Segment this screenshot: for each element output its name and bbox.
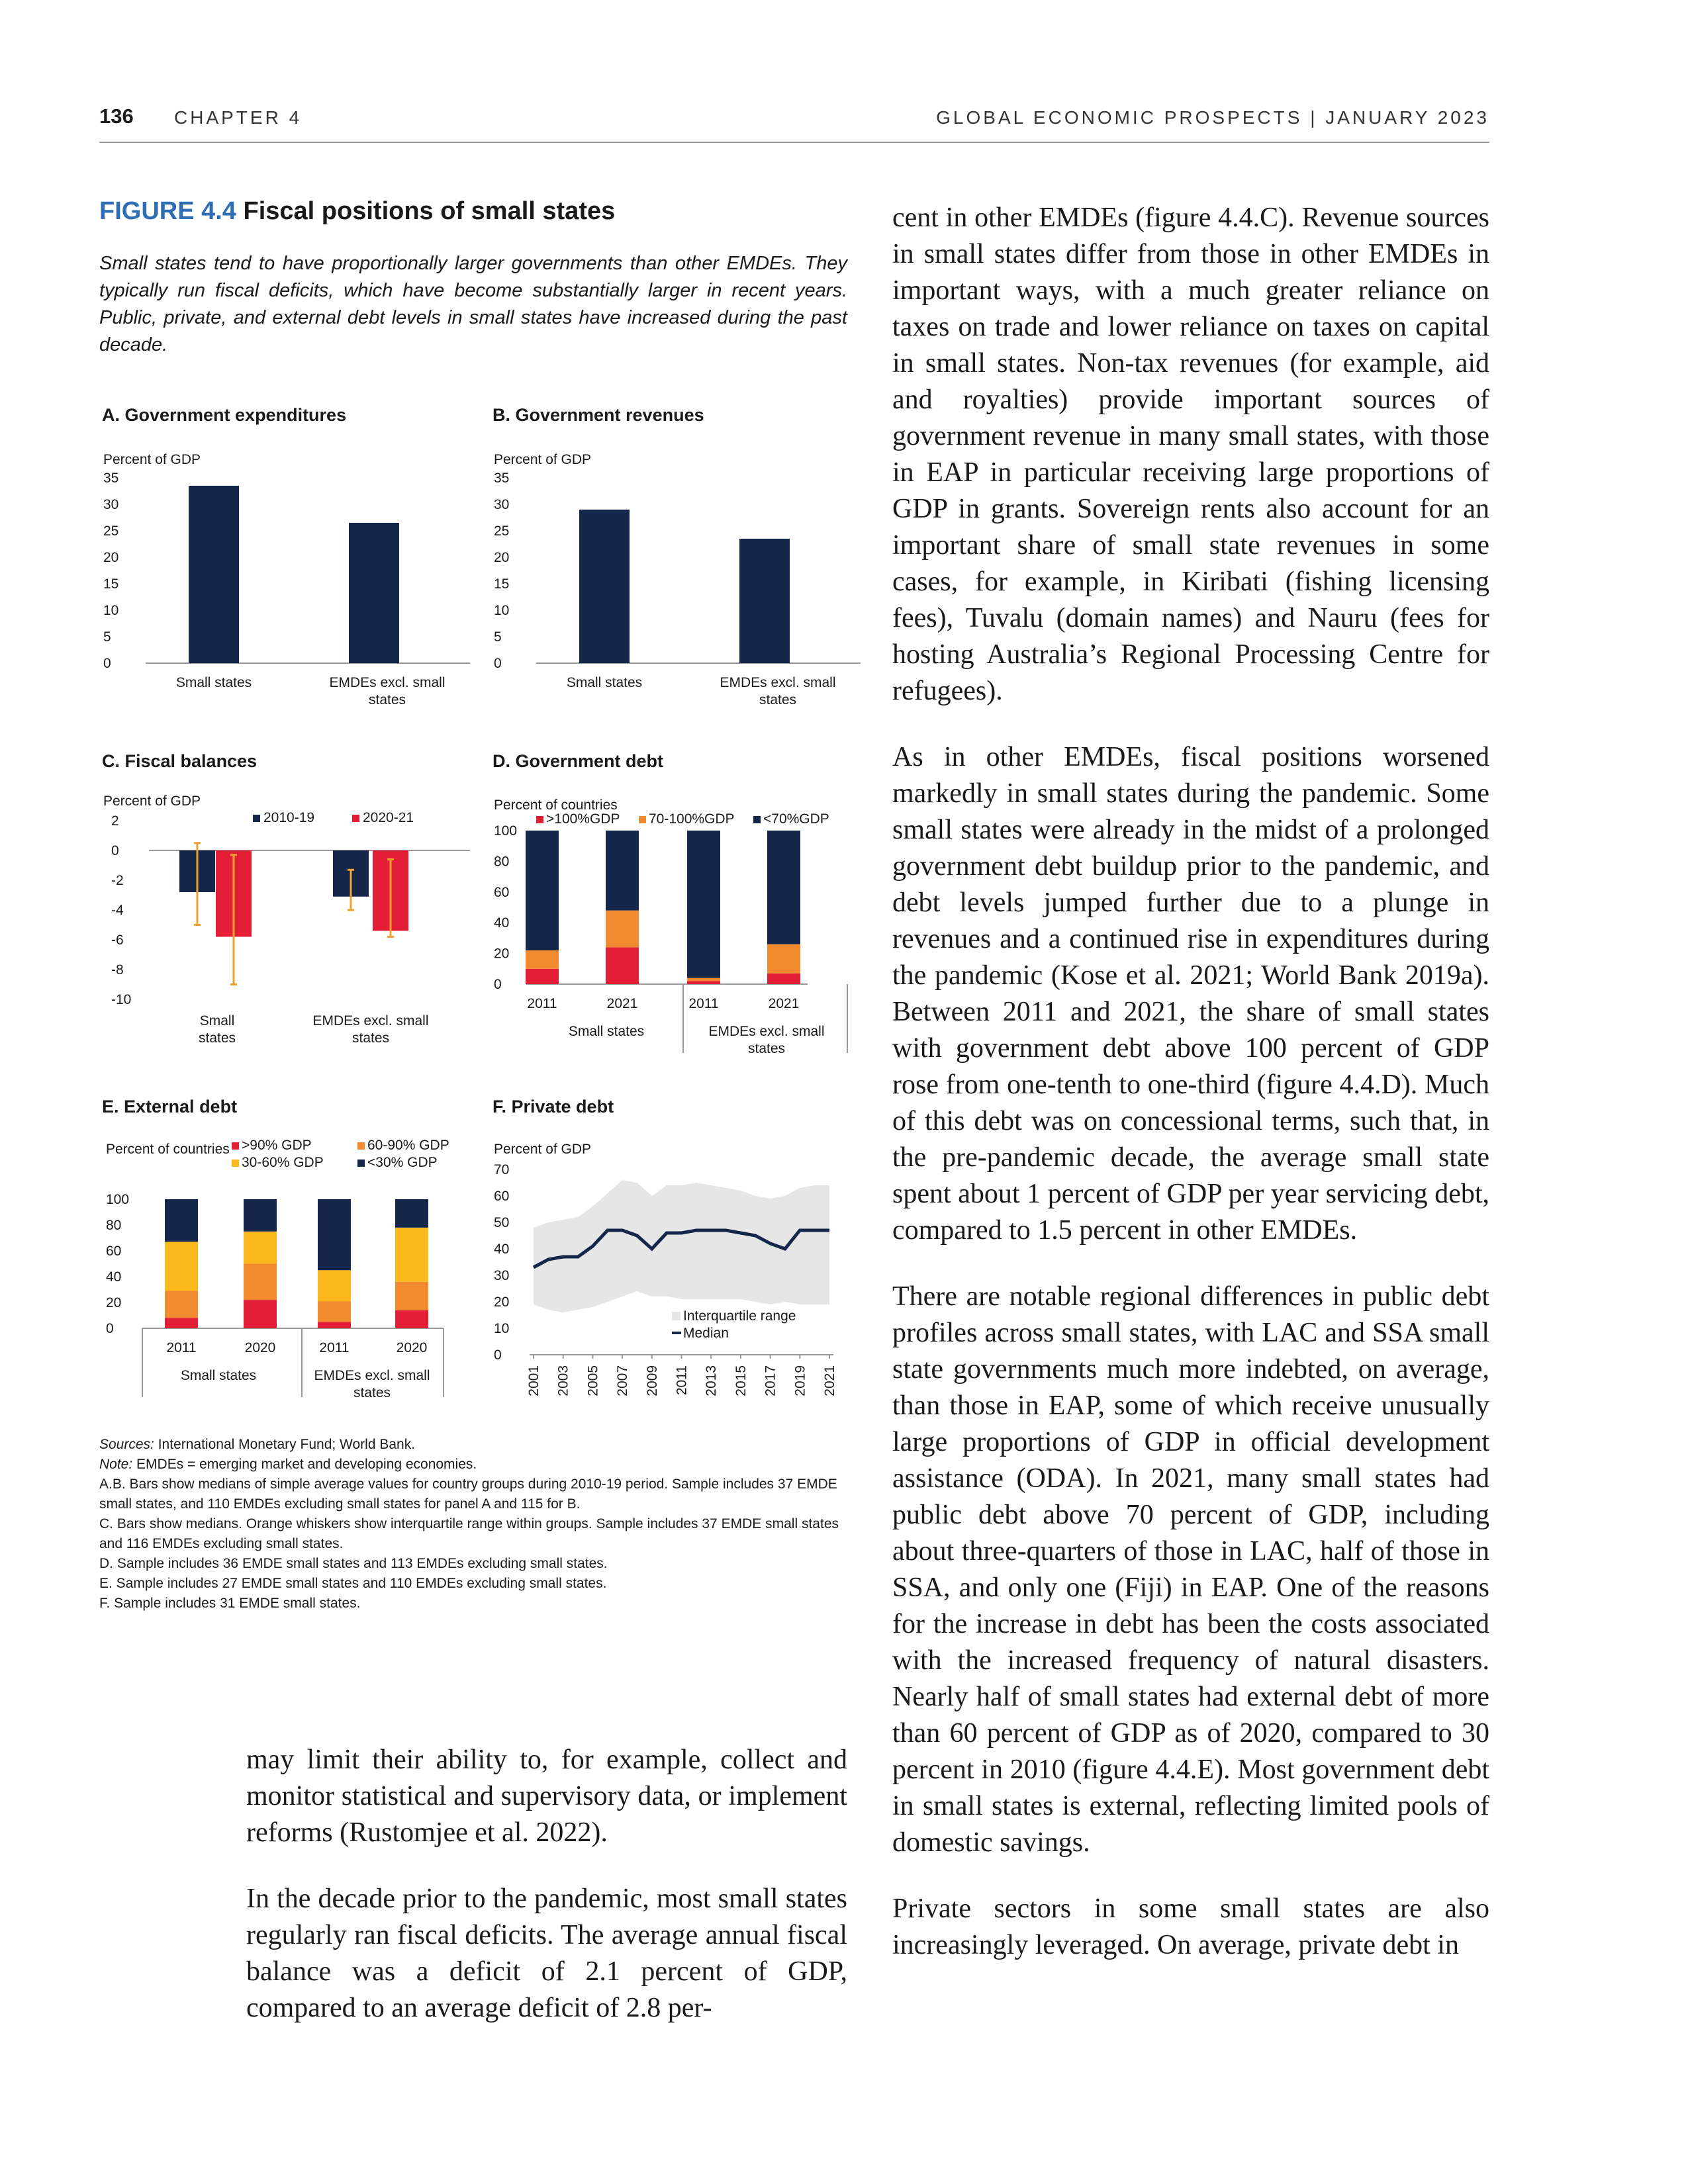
legend-label: <30% GDP	[367, 1155, 438, 1170]
figure-title	[99, 197, 615, 226]
y-tick-label: 25	[103, 523, 119, 539]
chart-svg	[490, 1097, 880, 1428]
legend-swatch	[639, 816, 646, 823]
y-tick-label: -6	[111, 933, 124, 948]
y-tick-label: 5	[103, 629, 111, 645]
note-line: A.B. Bars show medians of simple average values for country groups during 2010-19 period. Sample includes 37 EMDE small states, and 110 EMDEs excluding small states for panel A and 115 for B.	[99, 1477, 837, 1512]
y-tick-label: 10	[103, 603, 119, 618]
legend-swatch	[753, 816, 761, 823]
note-line: C. Bars show medians. Orange whiskers show interquartile range within groups. Sample includes 37 EMDE small states and 116 EMDEs excluding small states.	[99, 1516, 839, 1551]
bar	[349, 523, 399, 663]
y-tick-label: 20	[106, 1295, 122, 1310]
page-number: 136	[99, 105, 134, 128]
x-tick-label: 2011	[527, 996, 557, 1011]
bar-segment	[687, 831, 720, 978]
y-tick-label: 20	[494, 946, 510, 962]
y-tick-label: 0	[494, 1347, 502, 1363]
y-tick-label: 0	[494, 977, 502, 992]
legend-swatch	[536, 816, 543, 823]
running-header: GLOBAL ECONOMIC PROSPECTS | JANUARY 2023	[936, 107, 1489, 128]
legend-label: >90% GDP	[242, 1138, 312, 1153]
y-tick-label: 20	[494, 1295, 510, 1310]
bar-segment	[244, 1199, 277, 1232]
y-tick-label: 20	[103, 550, 119, 565]
figure-label: FIGURE 4.4	[99, 197, 236, 225]
legend-swatch	[232, 1160, 239, 1167]
y-tick-label: 0	[494, 656, 502, 671]
y-tick-label: 20	[494, 550, 510, 565]
body-column-left	[246, 1742, 847, 2056]
y-tick-label: 10	[494, 603, 510, 618]
figure-subtitle: Small states tend to have proportionally larger governments than other EMDEs. They typically run fiscal deficits, which have become substantially larger in recent years. Public, private, and external debt levels in small states have increased during the past decade.	[99, 253, 847, 355]
panel-title: F. Private debt	[492, 1097, 614, 1116]
legend-label: 30-60% GDP	[242, 1155, 324, 1170]
y-axis-label: Percent of GDP	[494, 1142, 592, 1157]
x-category-label: EMDEs excl. small states	[312, 1013, 429, 1046]
y-tick-label: -4	[111, 903, 124, 918]
y-tick-label: 80	[106, 1218, 122, 1233]
bar	[579, 510, 630, 663]
bar-segment	[395, 1282, 428, 1310]
panel-fiscal-balances	[99, 751, 490, 1082]
panel-title: A. Government expenditures	[102, 405, 347, 425]
y-tick-label: 50	[494, 1215, 510, 1230]
legend-label: <70%GDP	[763, 811, 829, 827]
y-tick-label: -8	[111, 962, 124, 978]
x-tick-label: 2001	[526, 1365, 541, 1396]
x-category-label: Small states	[198, 1013, 236, 1046]
panel-external-debt	[99, 1097, 490, 1428]
sources-label: Sources:	[99, 1437, 154, 1452]
y-tick-label: 25	[494, 523, 510, 539]
paragraph: In the decade prior to the pandemic, most small states regularly ran fiscal deficits. The average annual fiscal balance was a deficit of 2.1 percent of GDP, compared to an average deficit of 2.8 per-	[246, 1884, 847, 2023]
bar-segment	[606, 947, 639, 984]
y-tick-label: 0	[103, 656, 111, 671]
x-tick-label: 2021	[606, 996, 638, 1011]
bar-segment	[165, 1291, 198, 1318]
bar	[189, 486, 239, 663]
bar-segment	[318, 1270, 351, 1301]
figure-title-text: Fiscal positions of small states	[243, 197, 616, 225]
y-tick-label: 15	[103, 576, 119, 592]
legend-label: 60-90% GDP	[367, 1138, 449, 1153]
y-axis-label: Percent of countries	[494, 797, 618, 813]
legend-swatch	[232, 1142, 239, 1150]
x-tick-label: 2021	[768, 996, 800, 1011]
bar-segment	[244, 1300, 277, 1328]
chart-svg	[99, 1097, 490, 1428]
y-axis-label: Percent of GDP	[103, 794, 201, 809]
y-tick-label: 5	[494, 629, 502, 645]
paragraph: As in other EMDEs, fiscal positions worsened markedly in small states during the pandemic. Some small states were already in the midst of a prolonged government debt buildup prior to the pandemic, and debt levels jumped further due to a plunge in revenues and a continued rise in expenditures during the pandemic (Kose et al. 2021; World Bank 2019a). Between 2011 and 2021, the share of small states with government debt above 100 percent of GDP rose from one-tenth to one-third (figure 4.4.D). Much of this debt was on concessional terms, such that, in the pre-pandemic decade, the average small state spent about 1 percent of GDP per year servicing debt, compared to 1.5 percent in other EMDEs.	[892, 742, 1489, 1246]
y-axis-label: Percent of countries	[106, 1142, 230, 1157]
chart-svg	[490, 751, 880, 1082]
x-tick-label: 2011	[688, 996, 719, 1011]
legend-swatch	[253, 815, 260, 822]
y-axis-label: Percent of GDP	[494, 452, 592, 467]
bar-segment	[767, 831, 800, 944]
body-column-right	[892, 200, 1489, 1993]
legend-swatch	[357, 1142, 365, 1150]
x-category-label: Small states	[568, 1024, 645, 1039]
y-tick-label: 30	[494, 497, 510, 512]
legend-label: 70-100%GDP	[649, 811, 735, 827]
y-tick-label: 40	[494, 915, 510, 931]
bar-segment	[606, 911, 639, 948]
legend-swatch	[672, 1312, 680, 1320]
bar-segment	[767, 944, 800, 974]
x-tick-label: 2020	[244, 1340, 276, 1355]
bar-segment	[165, 1242, 198, 1291]
note-text: EMDEs = emerging market and developing economies.	[136, 1457, 477, 1472]
page-header	[99, 105, 1489, 143]
x-tick-label: 2017	[763, 1365, 778, 1396]
chart-svg	[99, 751, 490, 1082]
bar-segment	[526, 831, 559, 950]
note-label: Note:	[99, 1457, 133, 1472]
y-tick-label: 80	[494, 854, 510, 870]
y-tick-label: 10	[494, 1321, 510, 1336]
y-tick-label: 70	[494, 1162, 510, 1177]
bar-segment	[244, 1232, 277, 1264]
y-tick-label: 60	[106, 1244, 122, 1259]
x-tick-label: 2009	[644, 1365, 660, 1396]
note-line	[99, 1455, 847, 1475]
panel-private-debt	[490, 1097, 880, 1428]
y-tick-label: 2	[111, 813, 119, 829]
x-tick-label: 2007	[615, 1365, 631, 1396]
x-category-label: Small states	[566, 675, 643, 690]
x-category-label: EMDEs excl. small states	[720, 675, 836, 707]
chapter-label: CHAPTER 4	[174, 107, 303, 128]
legend-label: 2010-19	[263, 810, 315, 825]
paragraph: Private sectors in some small states are also increasingly leveraged. On average, private debt in	[892, 1893, 1489, 1960]
panel-title: B. Government revenues	[492, 405, 704, 425]
bar-segment	[318, 1322, 351, 1328]
sources-text: International Monetary Fund; World Bank.	[158, 1437, 416, 1452]
bar-segment	[767, 974, 800, 984]
bar-segment	[395, 1228, 428, 1282]
bar-segment	[165, 1199, 198, 1242]
paragraph: may limit their ability to, for example, collect and monitor statistical and supervisory data, or implement reforms (Rustomjee et al. 2022).	[246, 1745, 847, 1848]
bar-segment	[395, 1199, 428, 1228]
note-line: E. Sample includes 27 EMDE small states and 110 EMDEs excluding small states.	[99, 1576, 607, 1591]
y-tick-label: 30	[494, 1268, 510, 1283]
x-tick-label: 2003	[555, 1365, 571, 1396]
panel-title: C. Fiscal balances	[102, 751, 258, 771]
x-category-label: EMDEs excl. small states	[314, 1368, 430, 1400]
y-tick-label: 60	[494, 884, 510, 900]
bar-segment	[165, 1318, 198, 1328]
y-tick-label: 40	[494, 1242, 510, 1257]
legend-label: 2020-21	[363, 810, 414, 825]
note-line: F. Sample includes 31 EMDE small states.	[99, 1596, 361, 1611]
figure-notes	[99, 1435, 847, 1614]
chart-svg	[99, 405, 490, 736]
x-category-label: EMDEs excl. small states	[329, 675, 445, 707]
note-line: D. Sample includes 36 EMDE small states and 113 EMDEs excluding small states.	[99, 1556, 608, 1571]
bar-segment	[687, 978, 720, 981]
panel-title: E. External debt	[102, 1097, 238, 1116]
paragraph: cent in other EMDEs (figure 4.4.C). Revenue sources in small states differ from those in other EMDEs in important ways, with a much greater reliance on taxes on trade and lower reliance on taxes on capital in small states. Non-tax revenues (for example, aid and royalties) provide important sources of government revenue in many small states, with those in EAP in particular receiving large proportions of GDP in grants. Sovereign rents also account for an important share of small state revenues in some cases, for example, in Kiribati (fishing licensing fees), Tuvalu (domain names) and Nauru (fees for hosting Australia’s Regional Processing Centre for refugees).	[892, 203, 1489, 706]
sources-line	[99, 1435, 847, 1455]
y-tick-label: 35	[103, 471, 119, 486]
bar-segment	[526, 969, 559, 984]
x-tick-label: 2011	[319, 1340, 350, 1355]
bar	[739, 539, 790, 663]
bar-segment	[395, 1310, 428, 1328]
y-tick-label: 100	[106, 1192, 130, 1207]
bar-segment	[687, 981, 720, 984]
x-category-label: EMDEs excl. small states	[708, 1024, 825, 1056]
paragraph: There are notable regional differences in public debt profiles across small states, with LAC and SSA small state governments much more indebted, on average, than those in EAP, some of which receive unusually large proportions of GDP in official development assistance (ODA). In 2021, many small states had public debt above 70 percent of GDP, including about three-quarters of those in LAC, half of those in SSA, and only one (Fiji) in EAP. One of the reasons for the increase in debt has been the costs associated with the increased frequency of natural disasters. Nearly half of small states had external debt of more than 60 percent of GDP as of 2020, compared to 30 percent in 2010 (figure 4.4.E). Most government debt in small states is external, reflecting limited pools of domestic savings.	[892, 1281, 1489, 1858]
y-tick-label: 35	[494, 471, 510, 486]
legend-swatch	[352, 815, 359, 822]
y-tick-label: 30	[103, 497, 119, 512]
panel-government-expenditures	[99, 405, 490, 736]
y-tick-label: 60	[494, 1189, 510, 1204]
x-tick-label: 2011	[674, 1365, 690, 1396]
x-tick-label: 2020	[396, 1340, 428, 1355]
x-category-label: Small states	[175, 675, 252, 690]
y-tick-label: 40	[106, 1269, 122, 1285]
y-tick-label: 0	[106, 1321, 114, 1336]
y-tick-label: 0	[111, 843, 119, 858]
panel-government-revenues	[490, 405, 880, 736]
x-tick-label: 2011	[166, 1340, 197, 1355]
legend-swatch	[357, 1160, 365, 1167]
bar-segment	[244, 1264, 277, 1300]
panel-title: D. Government debt	[492, 751, 664, 771]
y-tick-label: -10	[111, 992, 132, 1007]
chart-svg	[490, 405, 880, 736]
x-category-label: Small states	[180, 1368, 257, 1383]
y-tick-label: 100	[494, 823, 518, 839]
y-tick-label: 15	[494, 576, 510, 592]
legend-label: >100%GDP	[546, 811, 620, 827]
x-tick-label: 2005	[585, 1365, 601, 1396]
bar-segment	[606, 831, 639, 911]
bar-segment	[318, 1199, 351, 1270]
x-tick-label: 2019	[792, 1365, 808, 1396]
y-axis-label: Percent of GDP	[103, 452, 201, 467]
bar-segment	[318, 1301, 351, 1322]
x-tick-label: 2015	[733, 1365, 749, 1396]
bar-segment	[526, 950, 559, 969]
y-tick-label: -2	[111, 873, 124, 888]
legend-label: Interquartile range	[683, 1308, 796, 1324]
x-tick-label: 2021	[822, 1365, 837, 1396]
panel-government-debt	[490, 751, 880, 1082]
legend-label: Median	[683, 1326, 729, 1341]
x-tick-label: 2013	[704, 1365, 720, 1396]
